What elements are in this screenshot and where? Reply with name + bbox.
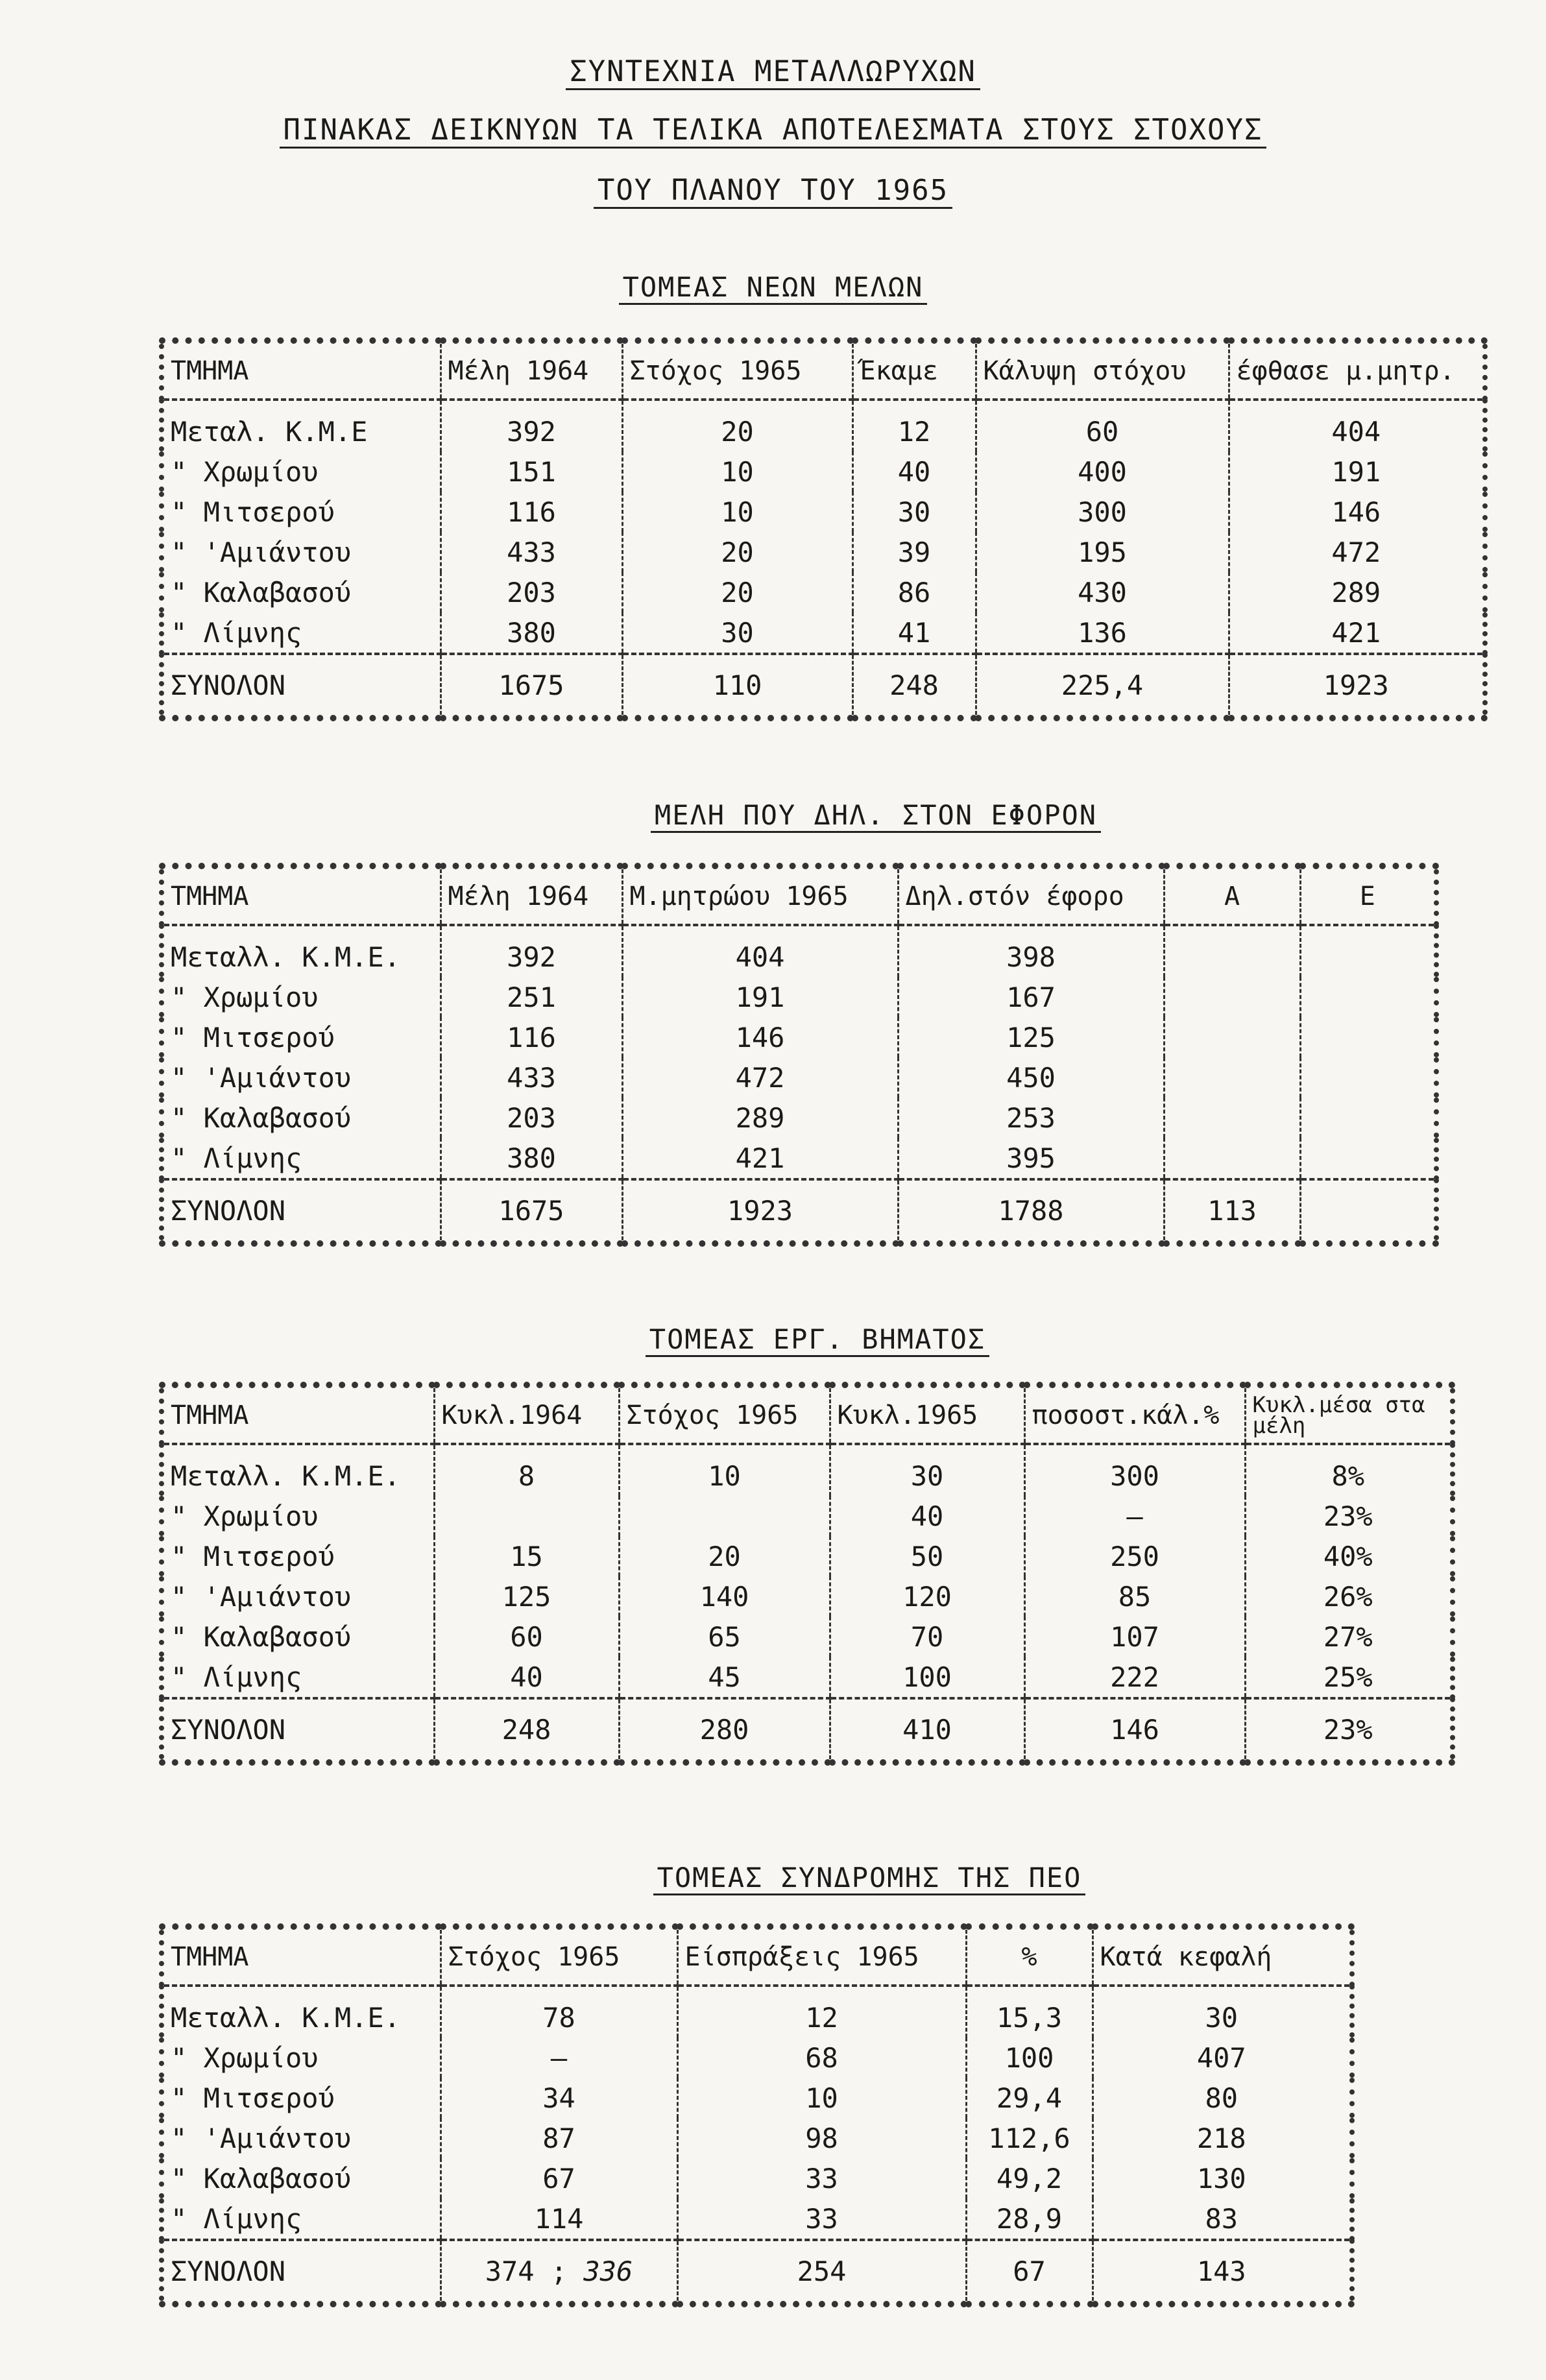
table-row [162, 2198, 1352, 2240]
cell: 20 [622, 532, 852, 572]
cell: 300 [1024, 1444, 1245, 1496]
col-header: ΤΜΗΜΑ [162, 341, 441, 400]
col-header: Κυκλ.1964 [434, 1385, 619, 1444]
cell: 30 [622, 612, 852, 654]
cell: 100 [830, 1657, 1024, 1698]
cell: 10 [619, 1444, 830, 1496]
cell: " Χρωμίου [171, 2041, 319, 2074]
cell: 203 [441, 572, 622, 612]
table-row [162, 925, 1436, 977]
cell: 12 [677, 1986, 966, 2037]
cell [1300, 925, 1436, 977]
cell [1300, 1138, 1436, 1179]
cell: Μεταλ. Κ.Μ.Ε [171, 415, 368, 448]
cell: 116 [441, 1017, 622, 1057]
table-row [162, 1057, 1436, 1098]
cell: 222 [1024, 1657, 1245, 1698]
cell: 40% [1245, 1536, 1453, 1576]
cell: 30 [830, 1444, 1024, 1496]
table-header-row [162, 1927, 1352, 1986]
col-header: ΤΜΗΜΑ [162, 1385, 434, 1444]
cell: 472 [622, 1057, 898, 1098]
table-row [162, 400, 1485, 451]
cell: " Λίμνης [171, 1142, 302, 1174]
cell: Μεταλλ. Κ.Μ.Ε. [171, 1460, 401, 1492]
cell: Μεταλλ. Κ.Μ.Ε. [171, 941, 401, 973]
total-cell: 225,4 [976, 654, 1229, 718]
total-cell: 254 [677, 2240, 966, 2304]
total-cell: 1788 [898, 1179, 1164, 1244]
cell: 98 [677, 2118, 966, 2158]
total-cell [1300, 1179, 1436, 1244]
table-row [162, 1138, 1436, 1179]
table-row [162, 1017, 1436, 1057]
table-header-row [162, 341, 1485, 400]
total-cell: 248 [434, 1698, 619, 1762]
cell: 45 [619, 1657, 830, 1698]
total-cell: 113 [1164, 1179, 1300, 1244]
table-work-step [159, 1382, 1455, 1766]
cell: 112,6 [966, 2118, 1093, 2158]
cell: – [441, 2037, 677, 2078]
cell: 404 [1229, 400, 1485, 451]
cell: 289 [622, 1098, 898, 1138]
cell: 85 [1024, 1576, 1245, 1617]
total-cell: 248 [852, 654, 976, 718]
cell: 49,2 [966, 2158, 1093, 2198]
col-header: Ε [1300, 866, 1436, 925]
section-title-subscription [623, 1862, 1116, 1893]
section-title-new-members-text: ΤΟΜΕΑΣ ΝΕΩΝ ΜΕΛΩΝ [619, 271, 928, 305]
col-header: Στόχος 1965 [622, 341, 852, 400]
cell [434, 1496, 619, 1536]
total-label: ΣΥΝΟΛΟΝ [162, 654, 441, 718]
table-row [162, 2158, 1352, 2198]
total-cell: 143 [1093, 2240, 1352, 2304]
cell: 421 [1229, 612, 1485, 654]
cell: 23% [1245, 1496, 1453, 1536]
cell: " 'Αμιάντου [171, 2122, 352, 2154]
total-row [162, 1698, 1453, 1762]
col-header: ποσοστ.κάλ.% [1024, 1385, 1245, 1444]
cell [619, 1496, 830, 1536]
cell: 40 [830, 1496, 1024, 1536]
cell: 380 [441, 1138, 622, 1179]
cell [1300, 1057, 1436, 1098]
cell: 60 [434, 1617, 619, 1657]
cell: 78 [441, 1986, 677, 2037]
cell: 130 [1093, 2158, 1352, 2198]
cell: 250 [1024, 1536, 1245, 1576]
cell: 67 [441, 2158, 677, 2198]
col-header: ΤΜΗΜΑ [162, 866, 441, 925]
cell: 203 [441, 1098, 622, 1138]
cell [1164, 1098, 1300, 1138]
cell: 167 [898, 977, 1164, 1017]
cell: 40 [852, 451, 976, 492]
cell: 251 [441, 977, 622, 1017]
cell: 15 [434, 1536, 619, 1576]
cell: 140 [619, 1576, 830, 1617]
cell: 40 [434, 1657, 619, 1698]
total-cell: 374 ; 336 [441, 2240, 677, 2304]
col-header: Στόχος 1965 [441, 1927, 677, 1986]
col-header: ΤΜΗΜΑ [162, 1927, 441, 1986]
total-row [162, 2240, 1352, 2304]
cell: 27% [1245, 1617, 1453, 1657]
cell: 191 [1229, 451, 1485, 492]
col-header: % [966, 1927, 1093, 1986]
cell: 29,4 [966, 2078, 1093, 2118]
cell: " Καλαβασού [171, 2162, 352, 2194]
cell: 433 [441, 532, 622, 572]
doc-subtitle-text: ΠΙΝΑΚΑΣ ΔΕΙΚΝΥΩΝ ΤΑ ΤΕΛΙΚΑ ΑΠΟΤΕΛΕΣΜΑΤΑ ΣΤΟΥΣ ΣΤΟΧΟΥΣ [280, 114, 1267, 149]
cell: 407 [1093, 2037, 1352, 2078]
cell: 430 [976, 572, 1229, 612]
cell: 30 [1093, 1986, 1352, 2037]
table-row [162, 1536, 1453, 1576]
doc-subtitle-2-text: ΤΟΥ ΠΛΑΝΟΥ ΤΟΥ 1965 [594, 174, 952, 209]
table-subscription [159, 1923, 1355, 2307]
table-declared-members [159, 863, 1439, 1247]
cell: 218 [1093, 2118, 1352, 2158]
cell: 100 [966, 2037, 1093, 2078]
table-row [162, 612, 1485, 654]
cell: 395 [898, 1138, 1164, 1179]
doc-title [0, 55, 1546, 88]
cell: 30 [852, 492, 976, 532]
col-header: Μ.μητρώου 1965 [622, 866, 898, 925]
total-label: ΣΥΝΟΛΟΝ [162, 2240, 441, 2304]
cell: 50 [830, 1536, 1024, 1576]
table-row [162, 1098, 1436, 1138]
cell: " Μιτσερού [171, 2082, 335, 2114]
cell: 10 [677, 2078, 966, 2118]
cell: " Καλαβασού [171, 576, 352, 608]
cell: 450 [898, 1057, 1164, 1098]
table-row [162, 1576, 1453, 1617]
table-new-members [159, 337, 1488, 721]
cell: " Χρωμίου [171, 981, 319, 1013]
cell: 25% [1245, 1657, 1453, 1698]
cell: 28,9 [966, 2198, 1093, 2240]
cell: 114 [441, 2198, 677, 2240]
doc-title-text: ΣΥΝΤΕΧΝΙΑ ΜΕΤΑΛΛΩΡΥΧΩΝ [566, 55, 980, 90]
cell: 8 [434, 1444, 619, 1496]
cell: 86 [852, 572, 976, 612]
cell [1164, 977, 1300, 1017]
cell: 68 [677, 2037, 966, 2078]
cell: 20 [622, 400, 852, 451]
col-header: Είσπράξεις 1965 [677, 1927, 966, 1986]
table-row [162, 2078, 1352, 2118]
section-title-declared-members [610, 799, 1142, 831]
cell: 33 [677, 2158, 966, 2198]
section-title-new-members [0, 271, 1546, 303]
total-label: ΣΥΝΟΛΟΝ [162, 1698, 434, 1762]
table-header-row [162, 1385, 1453, 1444]
total-label: ΣΥΝΟΛΟΝ [162, 1179, 441, 1244]
cell: 392 [441, 925, 622, 977]
col-header: Δηλ.στόν έφορο [898, 866, 1164, 925]
table-row [162, 1444, 1453, 1496]
cell: " Καλαβασού [171, 1620, 352, 1653]
cell [1300, 1017, 1436, 1057]
total-cell: 1923 [1229, 654, 1485, 718]
cell: " 'Αμιάντου [171, 536, 352, 568]
total-cell: 280 [619, 1698, 830, 1762]
cell: 60 [976, 400, 1229, 451]
col-header: Α [1164, 866, 1300, 925]
table-row [162, 492, 1485, 532]
cell: 300 [976, 492, 1229, 532]
cell: 107 [1024, 1617, 1245, 1657]
cell [1300, 977, 1436, 1017]
cell: " Καλαβασού [171, 1101, 352, 1134]
cell: 34 [441, 2078, 677, 2118]
table-row [162, 532, 1485, 572]
cell: " Λίμνης [171, 1661, 302, 1693]
table-row [162, 1617, 1453, 1657]
total-cell: 67 [966, 2240, 1093, 2304]
total-handwritten-value: 336 [583, 2255, 633, 2287]
cell: 146 [622, 1017, 898, 1057]
cell: – [1024, 1496, 1245, 1536]
col-header: Κατά κεφαλή [1093, 1927, 1352, 1986]
cell: 87 [441, 2118, 677, 2158]
cell: 472 [1229, 532, 1485, 572]
table-row [162, 451, 1485, 492]
cell [1164, 1017, 1300, 1057]
total-cell: 23% [1245, 1698, 1453, 1762]
cell: 83 [1093, 2198, 1352, 2240]
cell: " Λίμνης [171, 2202, 302, 2235]
cell: 253 [898, 1098, 1164, 1138]
cell: 398 [898, 925, 1164, 977]
col-header: Κυκλ.1965 [830, 1385, 1024, 1444]
cell: 421 [622, 1138, 898, 1179]
total-cell: 110 [622, 654, 852, 718]
cell: 195 [976, 532, 1229, 572]
cell [1164, 1057, 1300, 1098]
cell: " Μιτσερού [171, 1021, 335, 1053]
cell: 289 [1229, 572, 1485, 612]
table-row [162, 1986, 1352, 2037]
cell: " 'Αμιάντου [171, 1580, 352, 1613]
col-header: Στόχος 1965 [619, 1385, 830, 1444]
total-row [162, 1179, 1436, 1244]
table-row [162, 2037, 1352, 2078]
cell: 380 [441, 612, 622, 654]
cell: 116 [441, 492, 622, 532]
cell: 20 [619, 1536, 830, 1576]
col-header: Μέλη 1964 [441, 341, 622, 400]
cell: " Μιτσερού [171, 496, 335, 528]
cell: " 'Αμιάντου [171, 1061, 352, 1094]
cell: 33 [677, 2198, 966, 2240]
cell: 146 [1229, 492, 1485, 532]
total-cell: 1675 [441, 1179, 622, 1244]
cell: 404 [622, 925, 898, 977]
total-row [162, 654, 1485, 718]
section-title-subscription-text: ΤΟΜΕΑΣ ΣΥΝΔΡΟΜΗΣ ΤΗΣ ΠΕΟ [653, 1862, 1086, 1895]
cell [1164, 1138, 1300, 1179]
cell: 125 [434, 1576, 619, 1617]
section-title-work-step-text: ΤΟΜΕΑΣ ΕΡΓ. ΒΗΜΑΤΟΣ [646, 1323, 989, 1357]
cell: 8% [1245, 1444, 1453, 1496]
cell [1164, 925, 1300, 977]
table-row [162, 1657, 1453, 1698]
cell: 65 [619, 1617, 830, 1657]
cell: 392 [441, 400, 622, 451]
col-header: Έκαμε [852, 341, 976, 400]
total-cell: 1675 [441, 654, 622, 718]
col-header: Κυκλ.μέσα στα μέλη [1245, 1385, 1453, 1444]
cell: " Χρωμίου [171, 1500, 319, 1532]
cell: " Χρωμίου [171, 455, 319, 488]
cell: 10 [622, 492, 852, 532]
cell: 125 [898, 1017, 1164, 1057]
section-title-declared-members-text: ΜΕΛΗ ΠΟΥ ΔΗΛ. ΣΤΟΝ ΕΦΟΡΟΝ [651, 799, 1101, 833]
cell: 41 [852, 612, 976, 654]
cell: 80 [1093, 2078, 1352, 2118]
cell: 20 [622, 572, 852, 612]
cell: Μεταλλ. Κ.Μ.Ε. [171, 2001, 401, 2034]
doc-subtitle [0, 114, 1546, 147]
cell [1300, 1098, 1436, 1138]
cell: " Λίμνης [171, 616, 302, 649]
cell: 26% [1245, 1576, 1453, 1617]
cell: 433 [441, 1057, 622, 1098]
cell: 151 [441, 451, 622, 492]
total-cell: 1923 [622, 1179, 898, 1244]
table-row [162, 572, 1485, 612]
cell: 191 [622, 977, 898, 1017]
cell: 12 [852, 400, 976, 451]
col-header: Κάλυψη στόχου [976, 341, 1229, 400]
cell: 10 [622, 451, 852, 492]
col-header: Μέλη 1964 [441, 866, 622, 925]
table-header-row [162, 866, 1436, 925]
table-row [162, 977, 1436, 1017]
total-cell: 146 [1024, 1698, 1245, 1762]
cell: 120 [830, 1576, 1024, 1617]
cell: 70 [830, 1617, 1024, 1657]
col-header: έφθασε μ.μητρ. [1229, 341, 1485, 400]
total-cell: 410 [830, 1698, 1024, 1762]
table-row [162, 2118, 1352, 2158]
cell: " Μιτσερού [171, 1540, 335, 1572]
cell: 39 [852, 532, 976, 572]
total-value: 374 [485, 2255, 535, 2287]
cell: 15,3 [966, 1986, 1093, 2037]
section-title-work-step [623, 1323, 1012, 1355]
cell: 136 [976, 612, 1229, 654]
table-row [162, 1496, 1453, 1536]
doc-subtitle-2 [0, 174, 1546, 207]
cell: 400 [976, 451, 1229, 492]
